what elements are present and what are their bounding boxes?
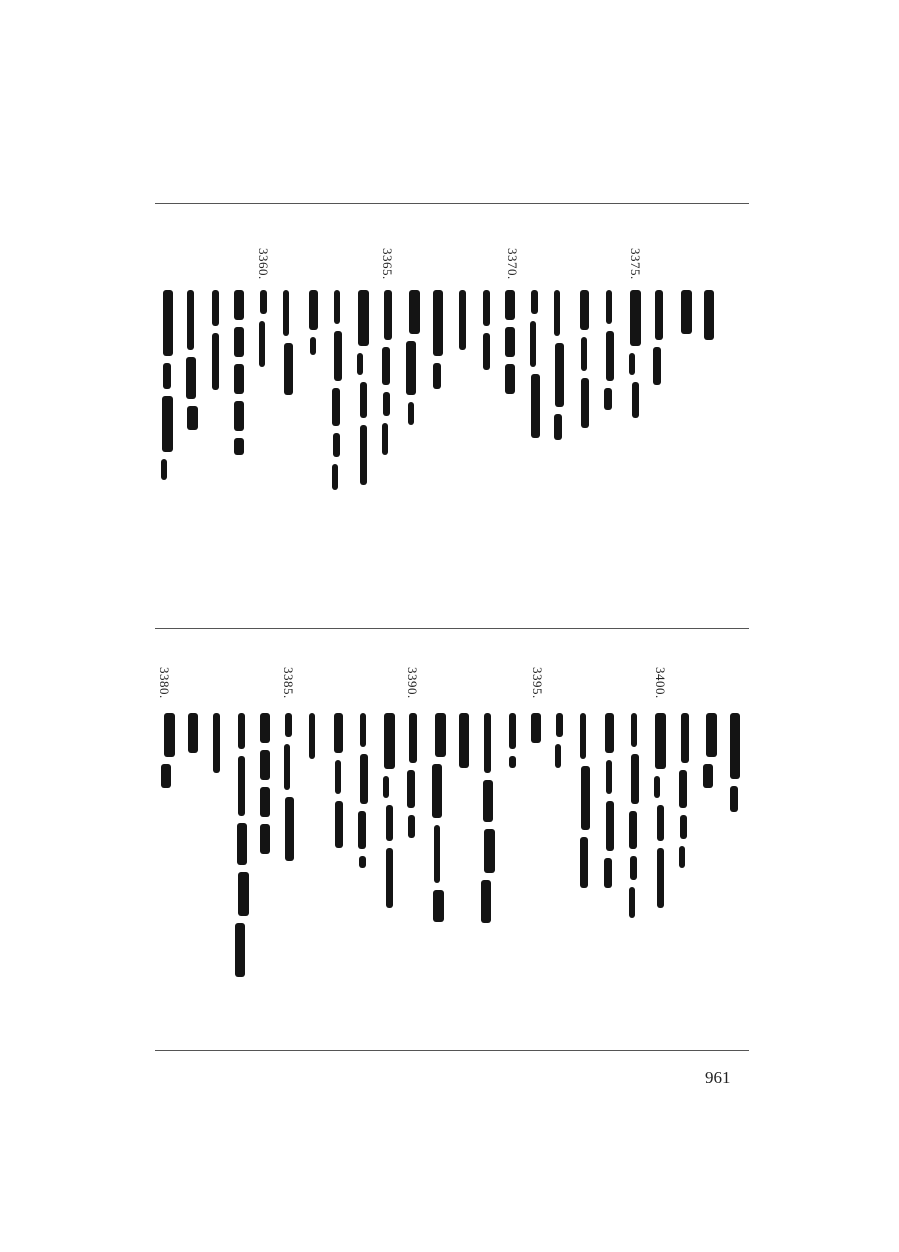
script-word xyxy=(703,764,713,788)
script-word xyxy=(260,713,270,743)
script-word xyxy=(679,770,687,808)
script-word xyxy=(234,327,244,357)
upper-script-line xyxy=(402,290,420,425)
script-word xyxy=(235,923,245,977)
script-word xyxy=(604,858,612,888)
upper-script-line xyxy=(157,290,175,480)
upper-script-line xyxy=(427,290,445,395)
upper-script-line xyxy=(476,290,494,370)
script-word xyxy=(161,459,167,480)
script-word xyxy=(679,846,685,868)
lower-script-line xyxy=(724,713,742,823)
script-word xyxy=(284,744,290,790)
script-word xyxy=(654,776,660,798)
script-word xyxy=(284,343,293,395)
upper-script-line xyxy=(328,290,346,490)
script-word xyxy=(555,744,561,768)
script-word xyxy=(730,786,738,812)
script-word xyxy=(260,824,270,854)
line-number-3385: 3385. xyxy=(281,667,296,699)
lower-script-line xyxy=(231,713,249,988)
lower-script-line xyxy=(182,713,200,753)
script-word xyxy=(382,347,390,385)
upper-script-line xyxy=(180,290,198,430)
script-word xyxy=(384,713,395,769)
script-word xyxy=(212,290,219,326)
upper-script-line xyxy=(501,290,519,395)
script-word xyxy=(681,290,692,334)
upper-script-line xyxy=(698,290,716,340)
script-word xyxy=(260,787,270,817)
script-word xyxy=(234,364,244,394)
lower-script-line xyxy=(625,713,643,918)
script-word xyxy=(631,754,639,804)
script-word xyxy=(238,713,245,749)
script-word xyxy=(483,780,493,822)
upper-script-line xyxy=(205,290,223,390)
script-word xyxy=(358,290,369,346)
line-number-3360: 3360. xyxy=(256,248,271,280)
middle-rule xyxy=(155,628,749,629)
lower-script-line xyxy=(206,713,224,788)
script-word xyxy=(408,815,415,838)
script-word xyxy=(554,414,562,440)
script-word xyxy=(259,321,265,367)
lower-script-line xyxy=(329,713,347,848)
lower-script-line xyxy=(280,713,298,863)
lower-script-line xyxy=(379,713,397,923)
upper-script-line xyxy=(575,290,593,440)
script-word xyxy=(509,713,516,749)
script-word xyxy=(433,890,444,922)
lower-script-line xyxy=(403,713,421,838)
script-word xyxy=(383,776,389,798)
script-word xyxy=(383,392,390,416)
script-word xyxy=(580,837,588,888)
script-word xyxy=(629,887,635,918)
script-word xyxy=(604,388,612,410)
lower-script-line xyxy=(699,713,717,788)
script-word xyxy=(234,401,244,431)
script-word xyxy=(509,756,516,768)
script-word xyxy=(234,290,244,320)
script-word xyxy=(237,823,247,865)
script-word xyxy=(483,333,490,370)
script-word xyxy=(680,815,687,839)
lower-script-line xyxy=(675,713,693,868)
script-word xyxy=(386,805,393,841)
upper-script-line xyxy=(378,290,396,455)
upper-script-line xyxy=(230,290,248,455)
script-word xyxy=(360,382,367,418)
script-word xyxy=(435,713,446,757)
script-word xyxy=(163,363,171,389)
lower-script-line xyxy=(305,713,323,773)
lower-script-line xyxy=(576,713,594,888)
script-word xyxy=(632,382,639,418)
script-word xyxy=(213,713,220,773)
script-word xyxy=(161,764,171,788)
script-word xyxy=(531,713,541,743)
script-word xyxy=(606,290,612,324)
script-word xyxy=(212,333,219,390)
upper-script-line xyxy=(526,290,544,440)
lower-script-line xyxy=(354,713,372,868)
script-word xyxy=(629,811,637,849)
script-word xyxy=(580,290,589,330)
script-word xyxy=(481,880,491,923)
script-word xyxy=(484,713,491,773)
script-word xyxy=(433,363,441,389)
script-word xyxy=(505,290,515,320)
script-word xyxy=(631,713,637,747)
script-word xyxy=(187,290,194,350)
script-word xyxy=(531,374,540,438)
script-word xyxy=(630,856,637,880)
script-word xyxy=(484,829,495,873)
script-word xyxy=(483,290,490,326)
script-word xyxy=(581,337,587,371)
script-word xyxy=(630,290,641,346)
script-word xyxy=(335,801,343,848)
script-word xyxy=(657,805,664,841)
line-number-3400: 3400. xyxy=(653,667,668,699)
script-word xyxy=(655,713,666,769)
script-word xyxy=(531,290,538,314)
lower-script-line xyxy=(600,713,618,888)
script-word xyxy=(655,290,663,340)
upper-script-line xyxy=(674,290,692,345)
script-word xyxy=(681,713,689,763)
upper-script-line xyxy=(255,290,273,380)
script-word xyxy=(285,713,292,737)
script-word xyxy=(629,353,635,375)
script-word xyxy=(408,402,414,425)
script-word xyxy=(433,290,443,356)
line-number-3395: 3395. xyxy=(530,667,545,699)
script-word xyxy=(358,811,366,849)
script-word xyxy=(382,423,388,455)
script-word xyxy=(310,337,316,355)
script-word xyxy=(334,331,342,381)
script-word xyxy=(406,341,416,395)
lower-script-line xyxy=(157,713,175,788)
script-word xyxy=(505,364,515,394)
script-word xyxy=(432,764,442,818)
script-word xyxy=(459,713,469,768)
script-word xyxy=(238,756,245,816)
script-word xyxy=(581,766,590,830)
script-word xyxy=(653,347,661,385)
script-word xyxy=(163,290,173,356)
upper-script-line xyxy=(550,290,568,440)
script-word xyxy=(657,848,664,908)
script-word xyxy=(188,713,198,753)
line-number-3390: 3390. xyxy=(405,667,420,699)
line-number-3375: 3375. xyxy=(628,248,643,280)
script-word xyxy=(186,357,196,399)
lower-script-line xyxy=(650,713,668,908)
script-word xyxy=(606,760,612,794)
script-word xyxy=(605,713,614,753)
script-word xyxy=(260,750,270,780)
script-word xyxy=(335,760,341,794)
lower-script-line xyxy=(428,713,446,928)
script-word xyxy=(555,343,564,407)
script-word xyxy=(162,396,173,452)
upper-script-line xyxy=(353,290,371,495)
script-word xyxy=(606,801,614,851)
upper-script-line xyxy=(452,290,470,365)
script-word xyxy=(334,713,343,753)
script-word xyxy=(332,388,340,426)
script-word xyxy=(234,438,244,455)
script-word xyxy=(706,713,717,757)
page-number: 961 xyxy=(705,1068,731,1087)
script-word xyxy=(386,848,393,908)
script-word xyxy=(283,290,289,336)
line-number-3370: 3370. xyxy=(505,248,520,280)
script-word xyxy=(333,433,340,457)
script-word xyxy=(357,353,363,375)
script-word xyxy=(554,290,560,336)
script-word xyxy=(164,713,175,757)
script-word xyxy=(530,321,536,367)
script-word xyxy=(360,754,368,804)
lower-script-line xyxy=(527,713,545,758)
script-word xyxy=(359,856,366,868)
script-word xyxy=(309,713,315,759)
upper-script-line xyxy=(649,290,667,395)
script-word xyxy=(360,713,366,747)
lower-script-line xyxy=(502,713,520,768)
bottom-rule xyxy=(155,1050,749,1051)
line-number-3380: 3380. xyxy=(157,667,172,699)
script-word xyxy=(581,378,589,428)
lower-script-line xyxy=(551,713,569,768)
script-word xyxy=(434,825,440,883)
script-word xyxy=(260,290,267,314)
lower-script-line xyxy=(453,713,471,768)
script-word xyxy=(360,425,367,485)
upper-script-line xyxy=(304,290,322,355)
lower-script-line xyxy=(256,713,274,863)
script-word xyxy=(409,713,417,763)
script-word xyxy=(606,331,614,381)
script-word xyxy=(409,290,420,334)
script-word xyxy=(285,797,294,861)
lower-script-line xyxy=(477,713,495,923)
script-word xyxy=(730,713,740,779)
line-number-3365: 3365. xyxy=(380,248,395,280)
script-word xyxy=(459,290,466,350)
upper-script-line xyxy=(600,290,618,410)
script-word xyxy=(556,713,563,737)
script-word xyxy=(309,290,318,330)
top-rule xyxy=(155,203,749,204)
script-word xyxy=(334,290,340,324)
script-word xyxy=(704,290,714,340)
script-word xyxy=(384,290,392,340)
upper-script-line xyxy=(625,290,643,420)
script-word xyxy=(407,770,415,808)
script-word xyxy=(580,713,586,759)
script-word xyxy=(238,872,249,916)
script-word xyxy=(187,406,198,430)
script-word xyxy=(332,464,338,490)
script-word xyxy=(505,327,515,357)
upper-script-line xyxy=(279,290,297,395)
